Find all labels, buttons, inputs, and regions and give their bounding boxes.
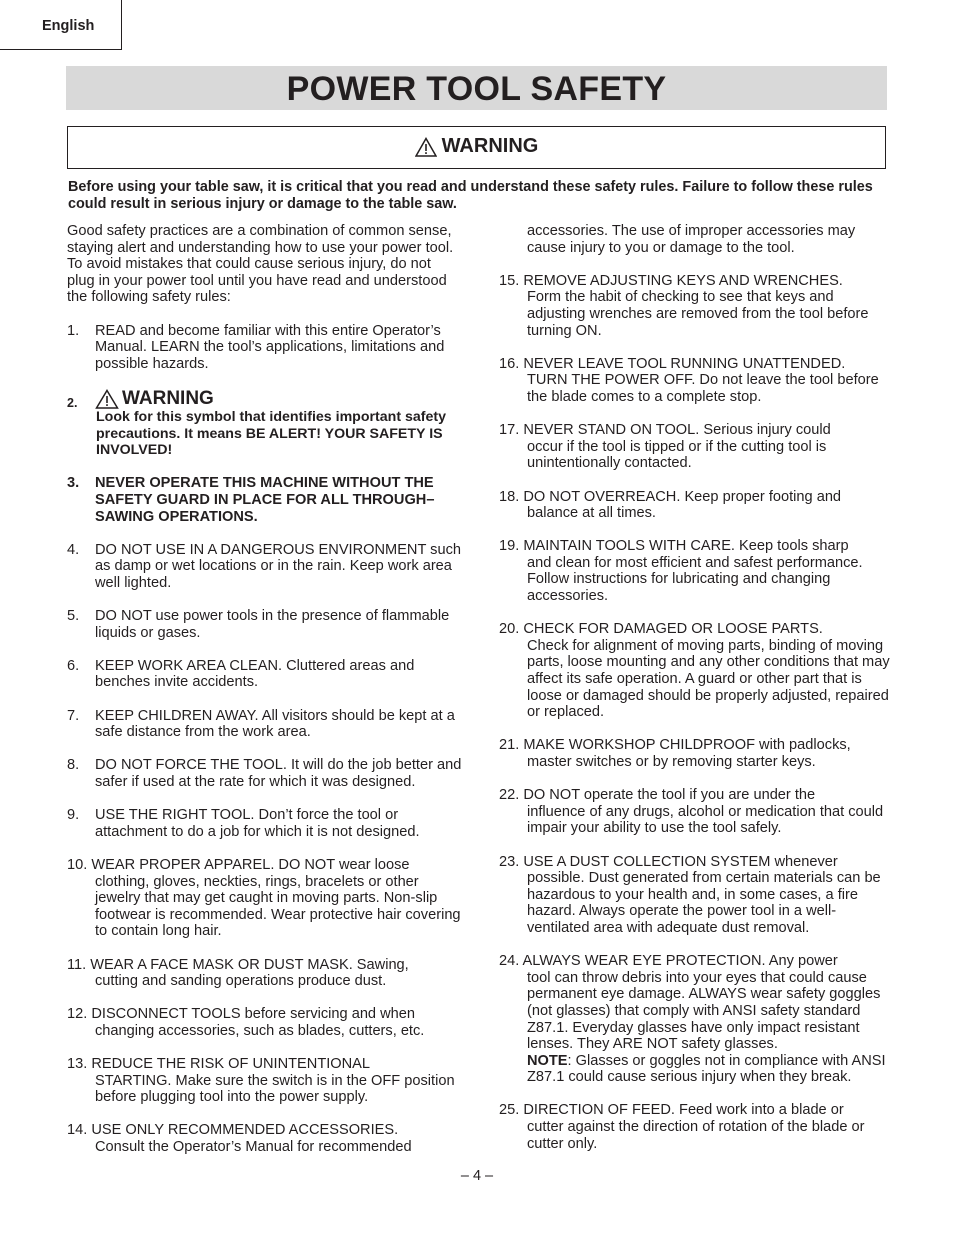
rule-1: 1. READ and become familiar with this entire Operator’s Manual. LEARN the tool’s applications, limitations and possible hazards. bbox=[67, 322, 445, 372]
rule-24-note: NOTE: Glasses or goggles not in compliance with ANSI Z87.1 could cause serious injury when they break. bbox=[527, 1052, 886, 1086]
rule-5: 5. DO NOT use power tools in the presence of flammable liquids or gases. bbox=[67, 608, 450, 641]
rule-15: 15. REMOVE ADJUSTING KEYS AND WRENCHES. Form the habit of checking to see that keys and adjusting wrenches are removed from the tool before turning ON. bbox=[499, 272, 869, 339]
warning-label: WARNING bbox=[441, 135, 539, 157]
rule-25: 25. DIRECTION OF FEED. Feed work into a blade or cutter against the direction of rotation of the blade or cutter only. bbox=[499, 1102, 865, 1152]
rule-11: 11. WEAR A FACE MASK OR DUST MASK. Sawing, cutting and sanding operations produce dust. bbox=[67, 956, 409, 990]
rule-2-warning: WARNING bbox=[95, 389, 462, 409]
page-number: – 4 – bbox=[460, 1168, 494, 1184]
page-title: POWER TOOL SAFETY bbox=[286, 70, 667, 108]
rule-18: 18. DO NOT OVERREACH. Keep proper footing and balance at all times. bbox=[499, 488, 842, 522]
title-bar bbox=[66, 66, 887, 110]
rule-23: 23. USE A DUST COLLECTION SYSTEM whenever possible. Dust generated from certain materials can be hazardous to your health and, in some cases, a fire hazard. Always operate the power tool in a well-ventilated area with adequate dust removal. bbox=[499, 853, 881, 936]
rule-12: 12. DISCONNECT TOOLS before servicing and when changing accessories, such as blades, cutters, etc. bbox=[67, 1006, 425, 1039]
rule-17: 17. NEVER STAND ON TOOL. Serious injury could occur if the tool is tipped or if the cutting tool is unintentionally contacted. bbox=[499, 422, 831, 472]
rule-6: 6. KEEP WORK AREA CLEAN. Cluttered areas and benches invite accidents. bbox=[67, 657, 415, 691]
rule-3: 3. NEVER OPERATE THIS MACHINE WITHOUT THE SAFETY GUARD IN PLACE FOR ALL THROUGH–SAWING OPERATIONS. bbox=[67, 475, 435, 525]
rule-22: 22. DO NOT operate the tool if you are under the influence of any drugs, alcohol or medication that could impair your ability to use the tool safely. bbox=[499, 787, 884, 837]
warning-triangle-icon bbox=[95, 389, 119, 409]
rule-9: 9. USE THE RIGHT TOOL. Don’t force the tool or attachment to do a job for which it is not designed. bbox=[67, 807, 420, 840]
language-label: English bbox=[42, 18, 95, 34]
rule-7: 7. KEEP CHILDREN AWAY. All visitors should be kept at a safe distance from the work area. bbox=[67, 707, 455, 741]
rule-4: 4. DO NOT USE IN A DANGEROUS ENVIRONMENT such as damp or wet locations or in the rain. Keep work area well lighted. bbox=[67, 541, 461, 591]
rule-16: 16. NEVER LEAVE TOOL RUNNING UNATTENDED. TURN THE POWER OFF. Do not leave the tool before the blade comes to a complete stop. bbox=[499, 355, 879, 405]
intro-paragraph: Good safety practices are a combination of common sense, staying alert and understanding how to use your power tool. To avoid mistakes that could cause serious injury, do not plug in your power tool until you have read and understood the following safety rules: bbox=[67, 223, 454, 306]
rule-10: 10. WEAR PROPER APPAREL. DO NOT wear loose clothing, gloves, neckties, rings, bracelets or other jewelry that may get caught in moving parts. Non-slip footwear is recommended. Wear protective hair covering to contain long hair. bbox=[67, 856, 461, 940]
right-column bbox=[499, 223, 894, 1169]
rule-24: 24. ALWAYS WEAR EYE PROTECTION. Any power tool can throw debris into your eyes that could cause permanent eye damage. ALWAYS wear safety goggles (not glasses) that comply with ANSI safety standard Z87.1. Everyday glasses have only impact resistant lenses. They ARE NOT safety glasses. NOTE: Glasses or goggles not in compliance with ANSI Z87.1 could cause serious injury when they break. bbox=[499, 953, 894, 1086]
language-tab bbox=[0, 0, 122, 50]
intro-warning-text: Before using your table saw, it is critical that you read and understand these safety rules. Failure to follow these rules could result in serious injury or damage to the table saw. bbox=[68, 179, 873, 212]
rule-14: 14. USE ONLY RECOMMENDED ACCESSORIES. Consult the Operator’s Manual for recommended bbox=[67, 1122, 412, 1156]
rule-2: 2. WARNING Look for this symbol that identifies important safety precautions. It means BE ALERT! YOUR SAFETY IS INVOLVED! bbox=[67, 389, 462, 459]
rule-19: 19. MAINTAIN TOOLS WITH CARE. Keep tools sharp and clean for most efficient and safest performance. Follow instructions for lubricating and changing accessories. bbox=[499, 538, 863, 605]
rule-20: 20. CHECK FOR DAMAGED OR LOOSE PARTS. Check for alignment of moving parts, binding of moving parts, loose mounting and any other conditions that may affect its safe operation. A guard or other part that is loose or damaged should be properly adjusted, repaired or replaced. bbox=[499, 621, 890, 721]
rule-13: 13. REDUCE THE RISK OF UNINTENTIONAL STARTING. Make sure the switch is in the OFF position before plugging tool into the power supply. bbox=[67, 1056, 455, 1106]
warning-triangle-icon bbox=[415, 137, 437, 157]
left-column bbox=[67, 223, 462, 1172]
rule-14-continued: accessories. The use of improper accessories may cause injury to you or damage to the tool. bbox=[527, 223, 856, 256]
warning-box bbox=[67, 126, 886, 169]
rule-8: 8. DO NOT FORCE THE TOOL. It will do the job better and safer if used at the rate for which it was designed. bbox=[67, 757, 462, 790]
rule-21: 21. MAKE WORKSHOP CHILDPROOF with padlocks, master switches or by removing starter keys. bbox=[499, 737, 851, 770]
